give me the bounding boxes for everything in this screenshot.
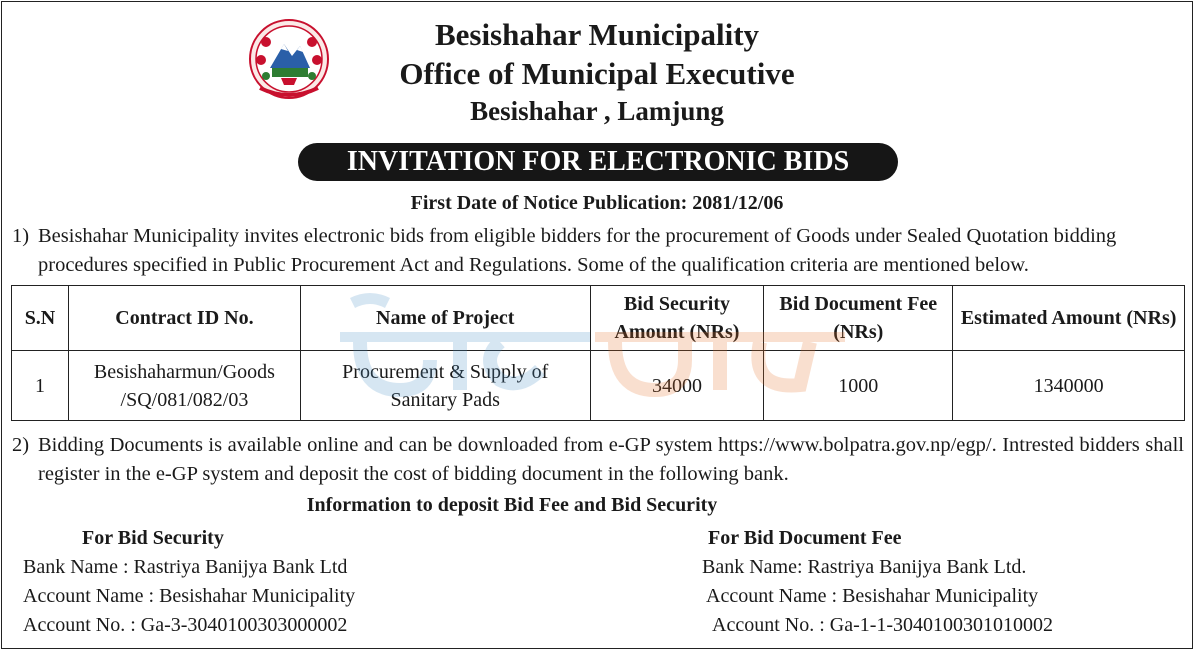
paragraph-1-text: Besishahar Municipality invites electronic bids from eligible bidders for the procurement of Goods under Sealed Quotation bidding procedures specified in Public Procurement Act and Regulations. Some of the qualification criteria are mentioned below. xyxy=(38,225,1117,276)
deposit-info-heading: Information to deposit Bid Fee and Bid Security xyxy=(306,494,718,516)
office-name: Office of Municipal Executive xyxy=(399,56,795,91)
notice-title-banner: INVITATION FOR ELECTRONIC BIDS xyxy=(298,143,898,181)
publication-date: First Date of Notice Publication: 2081/12/06 xyxy=(410,192,784,214)
cell-contract-id: Besishaharmun/Goods /SQ/081/082/03 xyxy=(68,351,300,421)
paragraph-1 xyxy=(12,222,1184,280)
column-header-contract-id: Contract ID No. xyxy=(68,286,300,351)
bid-document-fee-account-name: Account Name : Besishahar Municipality xyxy=(706,585,1039,607)
municipality-name: Besishahar Municipality xyxy=(434,17,760,52)
cell-estimated-amount: 1340000 xyxy=(953,351,1185,421)
column-header-sn: S.N xyxy=(12,286,69,351)
bid-security-account-no: Account No. : Ga-3-3040100303000002 xyxy=(23,614,348,636)
cell-sn: 1 xyxy=(12,351,69,421)
bid-security-title: For Bid Security xyxy=(82,527,224,549)
cell-bid-security: 34000 xyxy=(590,351,764,421)
paragraph-1-number: 1) xyxy=(12,225,30,247)
paragraph-2-text: Bidding Documents is available online and can be downloaded from e-GP system https://www.bolpatra.gov.np/egp/. Intrested bidders shall register in the e-GP system and deposit the cost of bidding document in the following bank. xyxy=(38,434,1184,485)
bid-security-account-name: Account Name : Besishahar Municipality xyxy=(23,585,356,607)
bid-document-fee-title: For Bid Document Fee xyxy=(708,527,902,549)
table-header-row xyxy=(12,286,1185,351)
paragraph-2 xyxy=(12,431,1184,489)
bid-security-bank: Bank Name : Rastriya Banijya Bank Ltd xyxy=(23,556,348,578)
column-header-estimated-amount: Estimated Amount (NRs) xyxy=(953,286,1185,351)
column-header-bid-security: Bid Security Amount (NRs) xyxy=(590,286,764,351)
column-header-document-fee: Bid Document Fee (NRs) xyxy=(764,286,953,351)
table-row xyxy=(12,351,1185,421)
office-location: Besishahar , Lamjung xyxy=(470,96,724,126)
bid-document-fee-account-no: Account No. : Ga-1-1-3040100301010002 xyxy=(712,614,1054,636)
cell-document-fee: 1000 xyxy=(764,351,953,421)
column-header-project-name: Name of Project xyxy=(300,286,590,351)
bid-table xyxy=(11,285,1185,421)
bid-document-fee-bank: Bank Name: Rastriya Banijya Bank Ltd. xyxy=(702,556,1027,578)
paragraph-2-number: 2) xyxy=(12,434,30,456)
cell-project-name: Procurement & Supply of Sanitary Pads xyxy=(300,351,590,421)
